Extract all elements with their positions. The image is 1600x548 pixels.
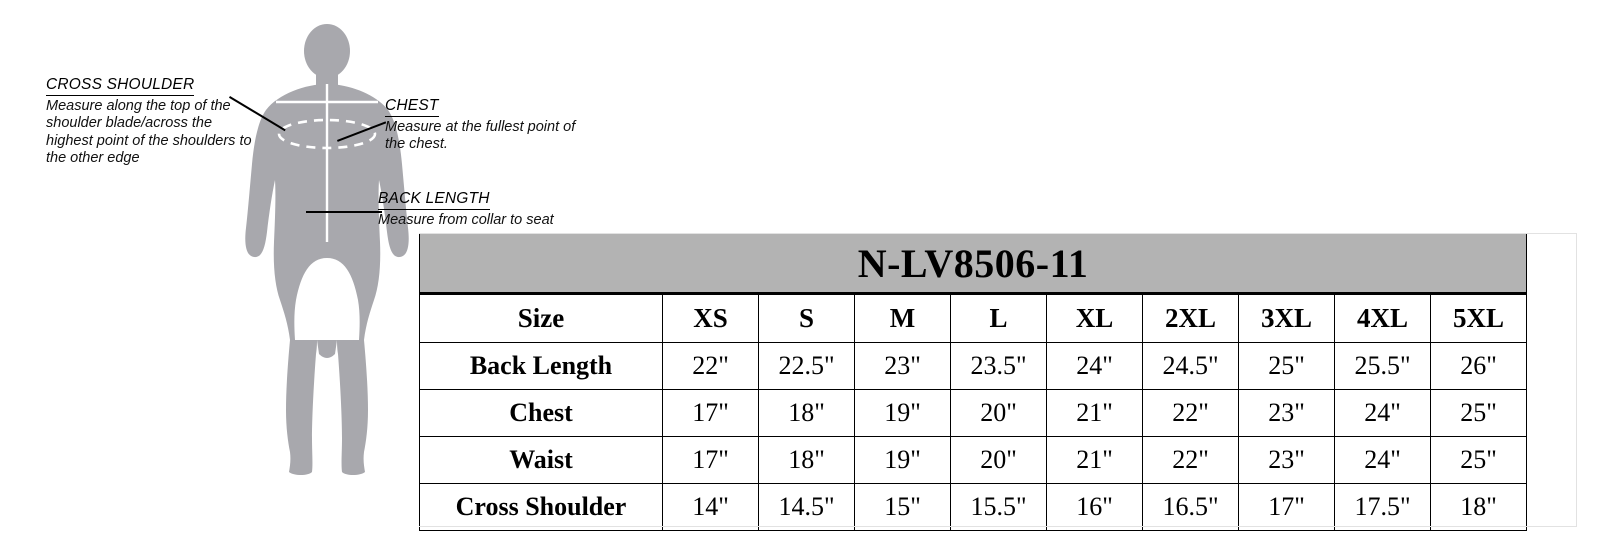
cell-back-length-2xl: 24.5" <box>1143 343 1239 390</box>
cell-chest-5xl: 25" <box>1431 390 1527 437</box>
grid-guide-right <box>1576 233 1577 526</box>
cell-back-length-m: 23" <box>855 343 951 390</box>
table-row <box>420 484 1527 531</box>
cell-waist-2xl: 22" <box>1143 437 1239 484</box>
row-label-back-length: Back Length <box>420 343 663 390</box>
cell-waist-l: 20" <box>951 437 1047 484</box>
annotation-back-length <box>378 190 598 229</box>
cell-chest-xs: 17" <box>663 390 759 437</box>
cell-cross-shoulder-xs: 14" <box>663 484 759 531</box>
table-row <box>420 343 1527 390</box>
column-header-5xl: 5XL <box>1431 294 1527 343</box>
cell-back-length-4xl: 25.5" <box>1335 343 1431 390</box>
cell-waist-m: 19" <box>855 437 951 484</box>
cell-cross-shoulder-2xl: 16.5" <box>1143 484 1239 531</box>
cell-cross-shoulder-xl: 16" <box>1047 484 1143 531</box>
column-header-xl: XL <box>1047 294 1143 343</box>
cell-cross-shoulder-4xl: 17.5" <box>1335 484 1431 531</box>
cell-back-length-3xl: 25" <box>1239 343 1335 390</box>
table-title-row <box>420 234 1527 294</box>
size-chart-title: N-LV8506-11 <box>420 234 1527 294</box>
cell-back-length-5xl: 26" <box>1431 343 1527 390</box>
cell-cross-shoulder-l: 15.5" <box>951 484 1047 531</box>
cell-back-length-xs: 22" <box>663 343 759 390</box>
column-header-xs: XS <box>663 294 759 343</box>
annotation-back-length-description: Measure from collar to seat <box>378 212 554 229</box>
cell-chest-xl: 21" <box>1047 390 1143 437</box>
cell-chest-4xl: 24" <box>1335 390 1431 437</box>
cell-cross-shoulder-3xl: 17" <box>1239 484 1335 531</box>
annotation-chest-description: Measure at the fullest point of the chest. <box>385 119 576 153</box>
table-row <box>420 390 1527 437</box>
cell-chest-m: 19" <box>855 390 951 437</box>
column-header-3xl: 3XL <box>1239 294 1335 343</box>
cell-waist-5xl: 25" <box>1431 437 1527 484</box>
annotation-cross-shoulder-description: Measure along the top of the shoulder blade/across the highest point of the shoulders to the other edge <box>46 98 252 166</box>
cell-waist-3xl: 23" <box>1239 437 1335 484</box>
cell-waist-xs: 17" <box>663 437 759 484</box>
cell-cross-shoulder-m: 15" <box>855 484 951 531</box>
table-header-row <box>420 294 1527 343</box>
column-header-size: Size <box>420 294 663 343</box>
cell-chest-l: 20" <box>951 390 1047 437</box>
back-length-leader-line <box>306 211 382 213</box>
annotation-chest-title: CHEST <box>385 97 439 117</box>
grid-guide-top <box>419 233 1577 234</box>
column-header-2xl: 2XL <box>1143 294 1239 343</box>
cell-chest-2xl: 22" <box>1143 390 1239 437</box>
row-label-chest: Chest <box>420 390 663 437</box>
cell-waist-xl: 21" <box>1047 437 1143 484</box>
cell-waist-s: 18" <box>759 437 855 484</box>
row-label-cross-shoulder: Cross Shoulder <box>420 484 663 531</box>
cell-back-length-xl: 24" <box>1047 343 1143 390</box>
size-chart-panel <box>419 233 1577 531</box>
column-header-s: S <box>759 294 855 343</box>
cell-cross-shoulder-5xl: 18" <box>1431 484 1527 531</box>
cell-chest-3xl: 23" <box>1239 390 1335 437</box>
column-header-4xl: 4XL <box>1335 294 1431 343</box>
row-label-waist: Waist <box>420 437 663 484</box>
cell-back-length-l: 23.5" <box>951 343 1047 390</box>
column-header-l: L <box>951 294 1047 343</box>
column-header-m: M <box>855 294 951 343</box>
annotation-cross-shoulder-title: CROSS SHOULDER <box>46 76 194 96</box>
grid-guide-bottom <box>419 526 1577 527</box>
cell-chest-s: 18" <box>759 390 855 437</box>
table-row <box>420 437 1527 484</box>
cell-back-length-s: 22.5" <box>759 343 855 390</box>
annotation-cross-shoulder <box>46 76 261 167</box>
annotation-chest <box>385 97 595 154</box>
cell-waist-4xl: 24" <box>1335 437 1431 484</box>
annotation-back-length-title: BACK LENGTH <box>378 190 490 210</box>
cell-cross-shoulder-s: 14.5" <box>759 484 855 531</box>
size-chart-table <box>419 233 1527 531</box>
